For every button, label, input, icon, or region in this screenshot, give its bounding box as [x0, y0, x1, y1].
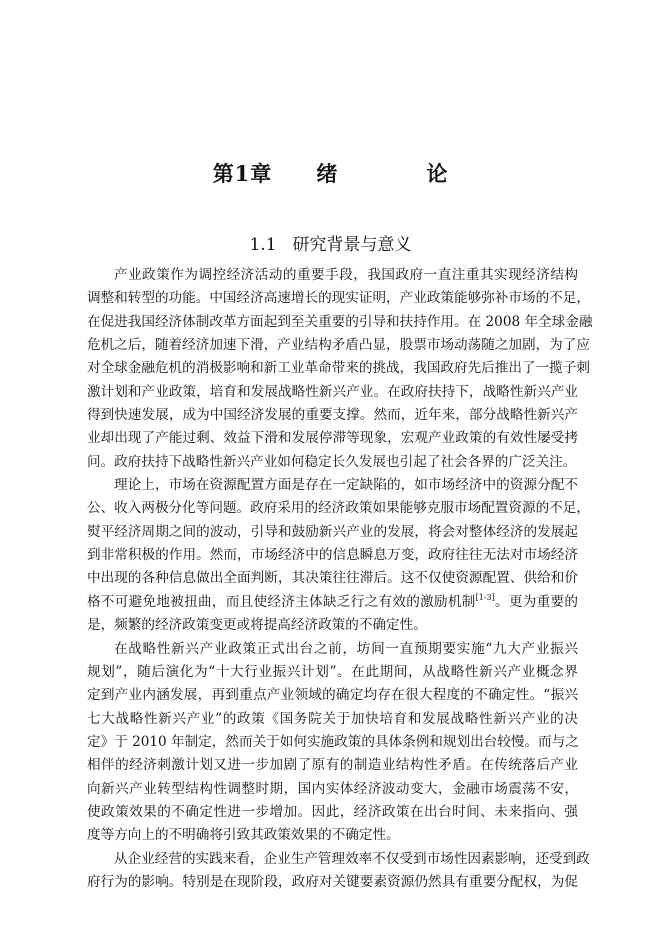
- chapter-title-char-2: 论: [426, 161, 449, 186]
- paragraph-line: 调整和转型的功能。中国经济高速增长的现实证明，产业政策能够弥补市场的不足，: [87, 290, 590, 307]
- body-text: [87, 264, 593, 894]
- paragraph-line: 对全球金融危机的消极影响和新工业革命带来的挑战，我国政府先后推出了一揽子刺: [87, 360, 590, 377]
- chapter-number: 第1章: [212, 161, 273, 186]
- paragraph-line: 激计划和产业政策，培育和发展战略性新兴产业。在政府扶持下，战略性新兴产业: [87, 383, 578, 400]
- chapter-title: [0, 158, 661, 188]
- paragraph-line: 度等方向上的不明确将引致其政策效果的不确定性。: [87, 827, 400, 844]
- paragraph-line: 到非常积极的作用。然而，市场经济中的信息瞬息万变，政府往往无法对市场经济: [87, 547, 578, 564]
- paragraph-line: 使政策效果的不确定性进一步增加。因此，经济政策在出台时间、未来指向、强: [87, 803, 578, 820]
- line-text: 。更为重要的: [494, 593, 579, 610]
- paragraph-line: 是，频繁的经济政策变更或将提高经济政策的不确定性。: [87, 617, 427, 634]
- paragraph-line: 产业政策作为调控经济活动的重要手段，我国政府一直注重其实现经济结构: [114, 267, 578, 283]
- paragraph-line: 理论上，市场在资源配置方面是存在一定缺陷的，如市场经济中的资源分配不: [114, 477, 578, 494]
- paragraph-line: 定》于 2010 年制定，然而关于如何实施政策的具体条例和规划出台较慢。而与之: [87, 733, 579, 750]
- paragraph-line: 向新兴产业转型结构性调整时期，国内实体经济波动变大，金融市场震荡不安，: [87, 780, 578, 797]
- paragraph-line: 公、收入两极分化等问题。政府采用的经济政策如果能够克服市场配置资源的不足，: [87, 500, 590, 517]
- paragraph-line: 在促进我国经济体制改革方面起到至关重要的引导和扶持作用。在 2008 年全球金融: [87, 313, 593, 330]
- citation-reference: [1-3]: [475, 592, 495, 602]
- paragraph-line: 在战略性新兴产业政策正式出台之前，坊间一直预期要实施“九大产业振兴: [114, 640, 578, 657]
- paragraph-line: 相伴的经济刺激计划又进一步加剧了原有的制造业结构性矛盾。在传统落后产业: [87, 757, 578, 774]
- paragraph-line: [87, 591, 578, 614]
- paragraph-line: 从企业经营的实践来看，企业生产管理效率不仅受到市场性因素影响，还受到政: [114, 850, 590, 867]
- paragraph-line: 问。政府扶持下战略性新兴产业如何稳定长久发展也引起了社会各界的广泛关注。: [87, 453, 577, 470]
- paragraph-line: 业却出现了产能过剩、效益下滑和发展停滞等现象，宏观产业政策的有效性屡受拷: [87, 430, 578, 447]
- paragraph-line: 规划”，随后演化为“十大行业振兴计划”。在此期间，从战略性新兴产业概念界: [87, 663, 578, 680]
- paragraph-line: 定到产业内涵发展，再到重点产业领域的确定均存在很大程度的不确定性。“振兴: [87, 687, 578, 704]
- paragraph-line: 得到快速发展，成为中国经济发展的重要支撑。然而，近年来，部分战略性新兴产: [87, 407, 578, 424]
- section-number: 1.1: [249, 235, 277, 255]
- section-title: 研究背景与意义: [292, 235, 412, 255]
- paragraph-line: 熨平经济周期之间的波动，引导和鼓励新兴产业的发展，将会对整体经济的发展起: [87, 523, 578, 540]
- paragraph-line: 中出现的各种信息做出全面判断，其决策往往滞后。这不仅使资源配置、供给和价: [87, 570, 578, 587]
- paragraph-line: 危机之后，随着经济加速下滑，产业结构矛盾凸显，股票市场动荡随之加剧，为了应: [87, 337, 590, 354]
- chapter-title-char-1: 绪: [316, 161, 339, 186]
- paragraph-line: 七大战略性新兴产业”的政策《国务院关于加快培育和发展战略性新兴产业的决: [87, 710, 578, 727]
- section-heading: [0, 230, 661, 255]
- paragraph-line: 府行为的影响。特别是在现阶段，政府对关键要素资源仍然具有重要分配权，为促: [87, 873, 578, 890]
- line-text: 格不可避免地被扭曲，而且使经济主体缺乏行之有效的激励机制: [87, 593, 476, 610]
